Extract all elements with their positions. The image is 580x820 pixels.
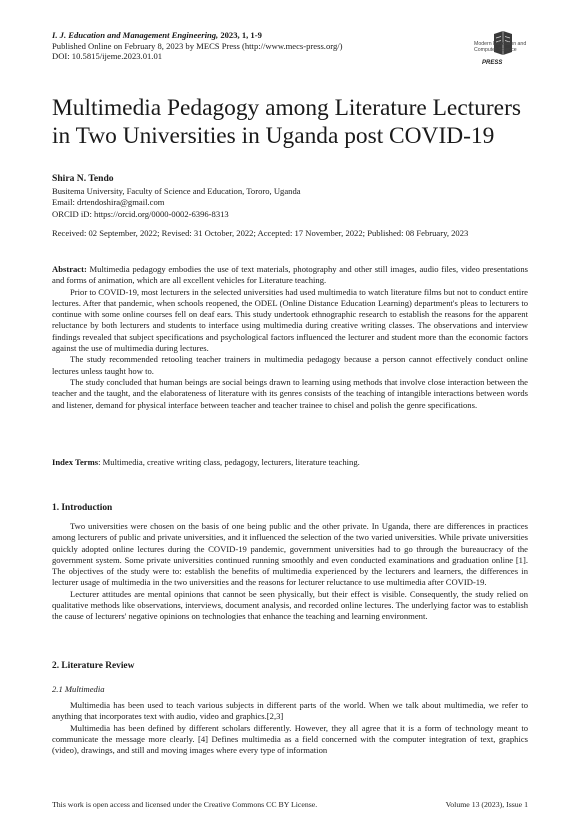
body-paragraph: Lecturer attitudes are mental opinions that cannot be seen physically, but their effect is visible. Consequently, the study relied on qualitative methods like observations, interviews, document analysis, and recorded online lectures. The underlying factor was to establish the cause of lecturers' negative opinions on technologies that enhance the teaching and learning environment. xyxy=(52,588,528,622)
paper-title: Multimedia Pedagogy among Literature Lecturers in Two Universities in Uganda post COVID-19 xyxy=(52,95,521,149)
abstract-paragraph xyxy=(52,264,528,287)
author-orcid: ORCID iD: https://orcid.org/0000-0002-6396-8313 xyxy=(52,208,229,219)
author-affiliation: Busitema University, Faculty of Science and Education, Tororo, Uganda xyxy=(52,186,301,197)
page-footer xyxy=(52,800,528,809)
author-email: Email: drtendoshira@gmail.com xyxy=(52,197,165,208)
subsection-heading-multimedia: 2.1 Multimedia xyxy=(52,684,105,694)
volume-issue: Volume 13 (2023), Issue 1 xyxy=(445,800,528,809)
abstract-paragraph: The study recommended retooling teacher trainers in multimedia pedagogy because a person cannot effectively conduct online lectures unless taught how to. xyxy=(52,354,528,376)
index-terms-label: Index Terms xyxy=(52,457,99,467)
logo-press: PRESS xyxy=(482,60,503,66)
index-terms xyxy=(52,457,528,468)
literature-review-body xyxy=(52,700,528,756)
section-heading-literature-review: 2. Literature Review xyxy=(52,661,135,671)
introduction-body xyxy=(52,521,528,623)
published-line: Published Online on February 8, 2023 by MECS Press (http://www.mecs-press.org/) xyxy=(52,40,343,51)
body-paragraph: Multimedia has been defined by different scholars differently. However, they all agree that it is a form of technology meant to communicate the message more clearly. [4] Defines multimedia as a field concerned with the computer integration of text, graphics (video), drawings, and still and moving images where every type of information xyxy=(52,722,528,756)
journal-name: I. J. Education and Management Engineering, xyxy=(52,30,219,40)
section-heading-introduction: 1. Introduction xyxy=(52,503,113,513)
abstract-paragraph: Prior to COVID-19, most lecturers in the selected universities had used multimedia to watch literature films but not to conduct entire lectures. After that pandemic, when schools reopened, the ODEL (Online Distance Education Learning) department's pleas to lecturers to continue with some online courses fell on deaf ears. This study undertook ethnographic research to establish the reasons for the apparent reluctance by both lecturers and students to interface using multimedia during creative writing classes. The observations and interview findings revealed that subject specifications and psychological factors influenced the lecturer and student more than the economic factors against the use of multimedia during lectures. xyxy=(52,286,528,354)
logo-text: Modern Education and Computer Science xyxy=(474,41,527,53)
license-note: This work is open access and licensed under the Creative Commons CC BY License. xyxy=(52,800,318,809)
body-paragraph: Multimedia has been used to teach various subjects in different parts of the world. When we talk about multimedia, we refer to anything that incorporates text with audio, video and graphics.[2,3] xyxy=(52,700,528,722)
author-block xyxy=(52,173,528,220)
mecs-press-logo xyxy=(452,30,528,70)
submission-dates: Received: 02 September, 2022; Revised: 31 October, 2022; Accepted: 17 November, 2022; Published: 08 February, 2023 xyxy=(52,228,469,238)
abstract-text: Multimedia pedagogy embodies the use of text materials, photography and other still images, audio files, video presentations and forms of animation, which are all excellent vehicles for Literature teaching. xyxy=(52,264,528,286)
author-name: Shira N. Tendo xyxy=(52,173,114,184)
body-paragraph: Two universities were chosen on the basis of one being public and the other private. In Uganda, there are differences in practices among lecturers of public and private universities, and it influenced the selection of the two varied universities. While private universities quickly adopted online lectures during the COVID-19 pandemic, government universities had to go through the bureaucracy of the government system. Some private universities continued running smoothly and even conducted examinations and graduation online [1]. The objectives of the study were to: establish the benefits of multimedia experienced by the lecturers and learners, the differences in lecturer usage of multimedia in the two universities and the reasons for lecturer reluctance to use multimedia after COVID-19. xyxy=(52,521,528,588)
abstract-paragraph: The study concluded that human beings are social beings drawn to learning using methods that involve close interaction between the teacher and the taught, and the elaborateness of literature with its genres consists of the teaching of intangible interactions between words and listener, demand for physical interface between teacher and teacher trainee to chisel and polish the genre specifications. xyxy=(52,376,528,410)
abstract-label: Abstract: xyxy=(52,264,87,274)
doi-line: DOI: 10.5815/ijeme.2023.01.01 xyxy=(52,51,163,61)
abstract xyxy=(52,264,528,411)
journal-volume: 2023, 1, 1-9 xyxy=(218,30,262,40)
index-terms-text: : Multimedia, creative writing class, pedagogy, lecturers, literature teaching. xyxy=(98,457,360,467)
